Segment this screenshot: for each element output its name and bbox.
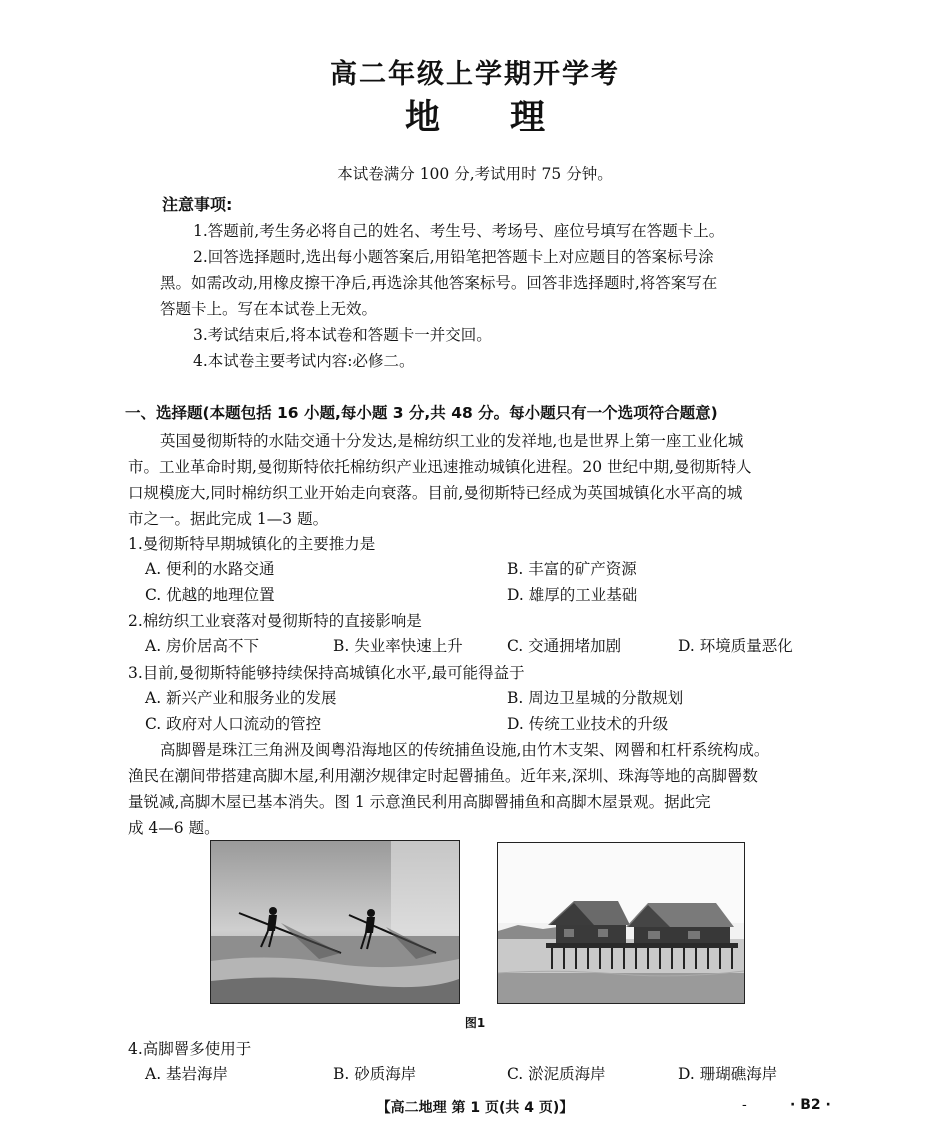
paper-code: · B2 · — [790, 1097, 831, 1113]
photo-stilt-houses — [497, 842, 745, 1004]
option: D. 环境质量恶化 — [678, 637, 793, 655]
passage-line: 英国曼彻斯特的水陆交通十分发达,是棉纺织工业的发祥地,也是世界上第一座工业化城 — [160, 432, 744, 450]
option: A. 新兴产业和服务业的发展 — [145, 689, 337, 707]
passage-line: 高脚罾是珠江三角洲及闽粤沿海地区的传统捕鱼设施,由竹木支架、网罾和杠杆系统构成。 — [160, 741, 770, 759]
notice-line: 4.本试卷主要考试内容:必修二。 — [193, 352, 415, 370]
question-stem: 1.曼彻斯特早期城镇化的主要推力是 — [128, 535, 376, 553]
option: C. 淤泥质海岸 — [507, 1065, 606, 1083]
passage-line: 成 4—6 题。 — [128, 819, 220, 837]
option: C. 交通拥堵加剧 — [507, 637, 622, 655]
option: A. 房价居高不下 — [145, 637, 260, 655]
question-stem: 3.目前,曼彻斯特能够持续保持高城镇化水平,最可能得益于 — [128, 664, 525, 682]
option: D. 珊瑚礁海岸 — [678, 1065, 778, 1083]
stilt-houses-image — [498, 843, 744, 1003]
option: D. 雄厚的工业基础 — [507, 586, 638, 604]
option: A. 基岩海岸 — [145, 1065, 229, 1083]
page-footer: 【高二地理 第 1 页(共 4 页)】 — [376, 1100, 574, 1116]
option: B. 丰富的矿产资源 — [507, 560, 637, 578]
option: D. 传统工业技术的升级 — [507, 715, 669, 733]
notice-line: 1.答题前,考生务必将自己的姓名、考生号、考场号、座位号填写在答题卡上。 — [193, 222, 725, 240]
subject-char-right: 理 — [510, 98, 546, 138]
passage-line: 市之一。据此完成 1—3 题。 — [128, 510, 329, 528]
notice-line: 3.考试结束后,将本试卷和答题卡一并交回。 — [193, 326, 492, 344]
footer-dash: - — [742, 1097, 747, 1113]
question-stem: 4.高脚罾多使用于 — [128, 1040, 252, 1058]
passage-line: 市。工业革命时期,曼彻斯特依托棉纺织产业迅速推动城镇化进程。20 世纪中期,曼彻斯特人 — [128, 458, 752, 476]
option: B. 失业率快速上升 — [333, 637, 463, 655]
exam-title: 高二年级上学期开学考 — [330, 59, 620, 90]
notice-heading: 注意事项: — [162, 195, 233, 214]
subject-title — [0, 90, 950, 140]
section-heading: 一、选择题(本题包括 16 小题,每小题 3 分,共 48 分。每小题只有一个选项符合题意) — [125, 404, 718, 422]
notice-line: 答题卡上。写在本试卷上无效。 — [160, 300, 378, 318]
option: A. 便利的水路交通 — [145, 560, 275, 578]
fishermen-image — [211, 841, 459, 1003]
notice-line: 2.回答选择题时,选出每小题答案后,用铅笔把答题卡上对应题目的答案标号涂 — [193, 248, 714, 266]
question-stem: 2.棉纺织工业衰落对曼彻斯特的直接影响是 — [128, 612, 422, 630]
option: B. 周边卫星城的分散规划 — [507, 689, 684, 707]
passage-line: 口规模庞大,同时棉纺织工业开始走向衰落。目前,曼彻斯特已经成为英国城镇化水平高的城 — [128, 484, 743, 502]
option: C. 优越的地理位置 — [145, 586, 275, 604]
photo-fishermen — [210, 840, 460, 1004]
option: B. 砂质海岸 — [333, 1065, 417, 1083]
passage-line: 渔民在潮间带搭建高脚木屋,利用潮汐规律定时起罾捕鱼。近年来,深圳、珠海等地的高脚罾数 — [128, 767, 758, 785]
notice-line: 黑。如需改动,用橡皮擦干净后,再选涂其他答案标号。回答非选择题时,将答案写在 — [160, 274, 718, 292]
exam-info: 本试卷满分 100 分,考试用时 75 分钟。 — [337, 165, 613, 183]
subject-char-left: 地 — [404, 98, 440, 138]
passage-line: 量锐减,高脚木屋已基本消失。图 1 示意渔民利用高脚罾捕鱼和高脚木屋景观。据此完 — [128, 793, 711, 811]
option: C. 政府对人口流动的管控 — [145, 715, 322, 733]
figure-caption: 图1 — [464, 1016, 486, 1030]
